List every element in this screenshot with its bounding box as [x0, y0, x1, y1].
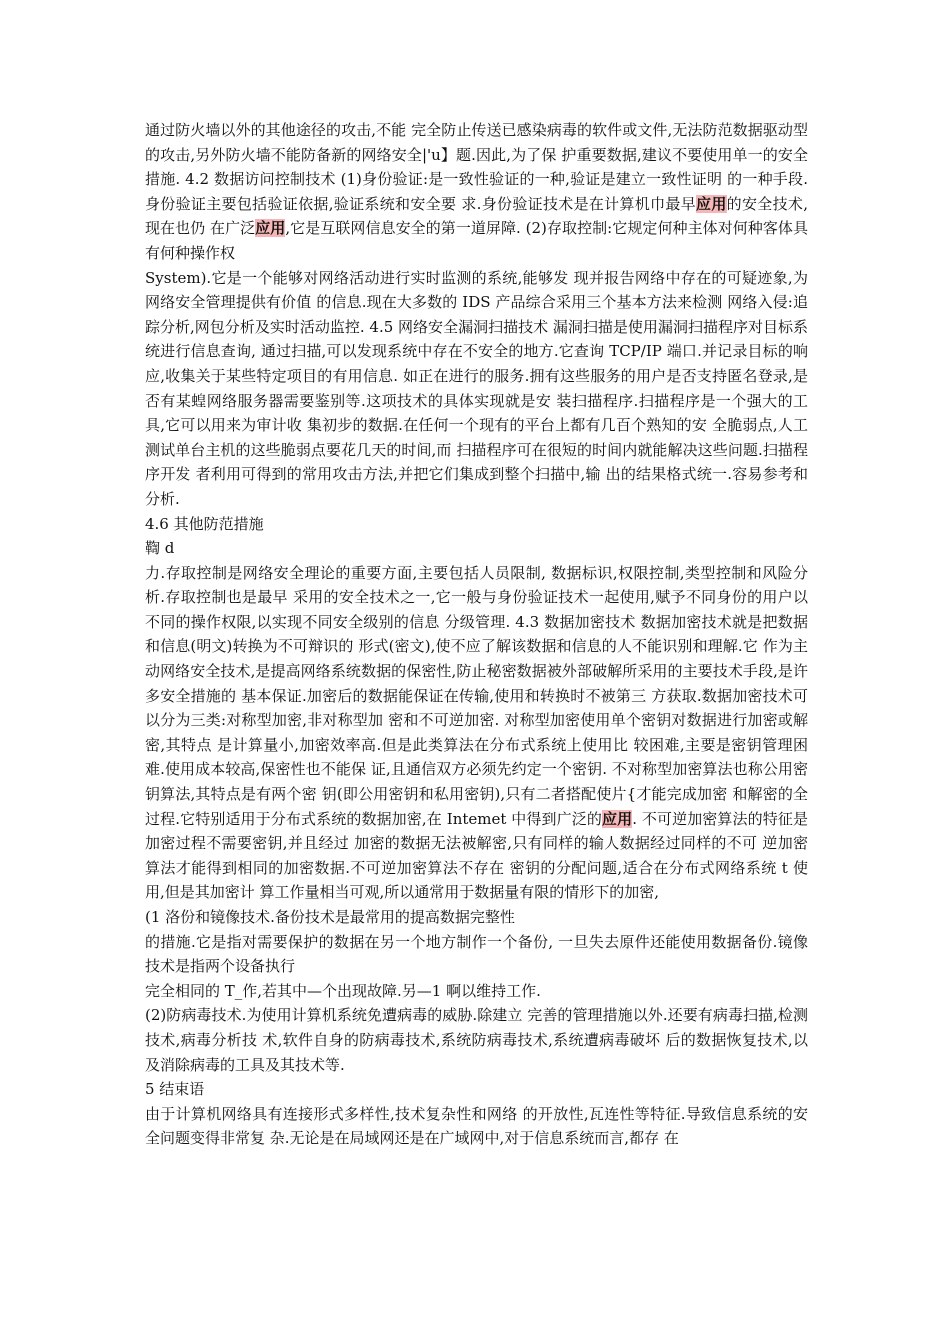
text-run: (1 洛份和镜像技术.备份技术是最常用的提高数据完整性 [145, 908, 515, 926]
search-highlight: 应用 [696, 194, 727, 213]
paragraph [145, 905, 808, 930]
text-run: ,它是互联网信息安全的第一道屏障. (2)存取控制:它规定何种主体对何种客体具有何种操作权 [145, 219, 808, 262]
paragraph [145, 118, 808, 266]
text-run: System).它是一个能够对网络活动进行实时监测的系统,能够发 现并报告网络中存在的可疑迹象,为网络安全管理提供有价值 的信息.现在大多数的 IDS 产品综合采用三个基本方法来检测 网络入侵:追踪分析,网包分析及实时活动监控. 4.5 网络安全漏洞扫描技术 漏洞扫描是使用漏洞扫描程序对目标系统进行信息查询, 通过扫描,可以发现系统中存在不安全的地方.它查询 TCP/IP 端口.并记录目标的响应,收集关于某些特定项目的有用信息. 如正在进行的服务.拥有这些服务的用户是否支持匿名登录,是 否有某蝗网络服务器需要鉴别等.这项技术的具体实现就是安 装扫描程序.扫描程序是一个强大的工具,它可以用来为审计收 集初步的数据.在任何一个现有的平台上都有几百个熟知的安 全脆弱点,人工测试单台主机的这些脆弱点要花几天的时间,而 扫描程序可在很短的时间内就能解决这些问题.扫描程序开发 者利用可得到的常用攻击方法,并把它们集成到整个扫描中,输 出的结果格式统一.容易参考和分析. [145, 268, 808, 508]
text-run: 力.存取控制是网络安全理论的重要方面,主要包括人员限制, 数据标识,权限控制,类型控制和风险分析.存取控制也是最早 采用的安全技术之一,它一般与身份验证技术一起使用,赋予不同身份的用户以不同的操作权限,以实现不同安全级别的信息 分级管理. 4.3 数据加密技术 数据加密技术就是把数据和信息(明文)转换为不可辩识的 形式(密文),使不应了解该数据和信息的人不能识别和理解.它 作为主动网络安全技术,是提高网络系统数据的保密性,防止秘密数据被外部破解所采用的主要技术手段,是许多安全措施的 基本保证.加密后的数据能保证在传输,使用和转换时不被第三 方获取.数据加密技术可以分为三类:对称型加密,非对称型加 密和不可逆加密. 对称型加密使用单个密钥对数据进行加密或解密,其特点 是计算量小,加密效率高.但是此类算法在分布式系统上使用比 较困难,主要是密钥管理困难.使用成本较高,保密性也不能保 证,且通信双方必须先约定一个密钥. 不对称型加密算法也称公用密钥算法,其特点是有两个密 钥(即公用密钥和私用密钥),只有二者搭配使片{才能完成加密 和解密的全过程.它特别适用于分布式系统的数据加密,在 Intemet 中得到广泛的 [145, 563, 808, 828]
text-run: 鞫 d [145, 539, 175, 558]
text-run: 的安全技术,现在也仍 在广泛 [145, 194, 808, 238]
section-heading [145, 512, 808, 537]
search-highlight: 应用 [255, 219, 286, 238]
text-run: 完全相同的 T_作,若其中—个出现故障.另—1 啊以维持工作. [145, 981, 541, 1000]
text-run: (2)防病毒技术.为使用计算机系统免遭病毒的威胁.除建立 完善的管理措施以外.还要有病毒扫描,检测技术,病毒分析技 术,软件自身的防病毒技术,系统防病毒技术,系统遭病毒破坏 后的数据恢复技术,以及消除病毒的工具及其技术等. [145, 1006, 808, 1074]
text-run: 通过防火墙以外的其他途径的攻击,不能 完全防止传送已感染病毒的软件或文件,无法防范数据驱动型 的攻击,另外防火墙不能防备新的网络安全|'u】题.因此,为了保 护重要数据,建议不要使用单一的安全措施. 4.2 数据访问控制技术 (1)身份验证:是一致性验证的一种,验证是建立一致性证明 的一种手段.身份验证主要包括验证依据,验证系统和安全要 求.身份验证技术是在计算机巾最早 [145, 121, 808, 213]
paragraph [145, 561, 808, 905]
paragraph [145, 979, 808, 1004]
text-run: 4.6 其他防范措施 [145, 514, 264, 533]
document-body [145, 118, 808, 1151]
paragraph [145, 536, 808, 561]
search-highlight: 应用 [601, 809, 633, 828]
paragraph [145, 1003, 808, 1077]
text-run: 的措施.它是指对需要保护的数据在另一个地方制作一个备份, 一旦失去原件还能使用数据备份.镜像技术是指两个设备执行 [145, 932, 808, 976]
text-run: 由于计算机网络具有连接形式多样性,技术复杂性和网络 的开放性,瓦连性等特征.导致信息系统的安全问题变得非常复 杂.无论是在局域网还是在广域网中,对于信息系统而言,都存 在 [145, 1104, 808, 1148]
paragraph [145, 266, 808, 512]
text-run: . 不可逆加密算法的特征是加密过程不需要密钥,并且经过 加密的数据无法被解密,只有同样的输人数据经过同样的不可 逆加密算法才能得到相同的加密数据.不可逆加密算法不存在 密钥的分配问题,适合在分布式网络系统 t 使用,但是其加密计 算工作量相当可观,所以通常用于数据量有限的情形下的加密, [145, 809, 808, 902]
paragraph [145, 1102, 808, 1151]
section-heading [145, 1077, 808, 1102]
text-run: 5 结束语 [145, 1080, 205, 1099]
paragraph [145, 930, 808, 979]
